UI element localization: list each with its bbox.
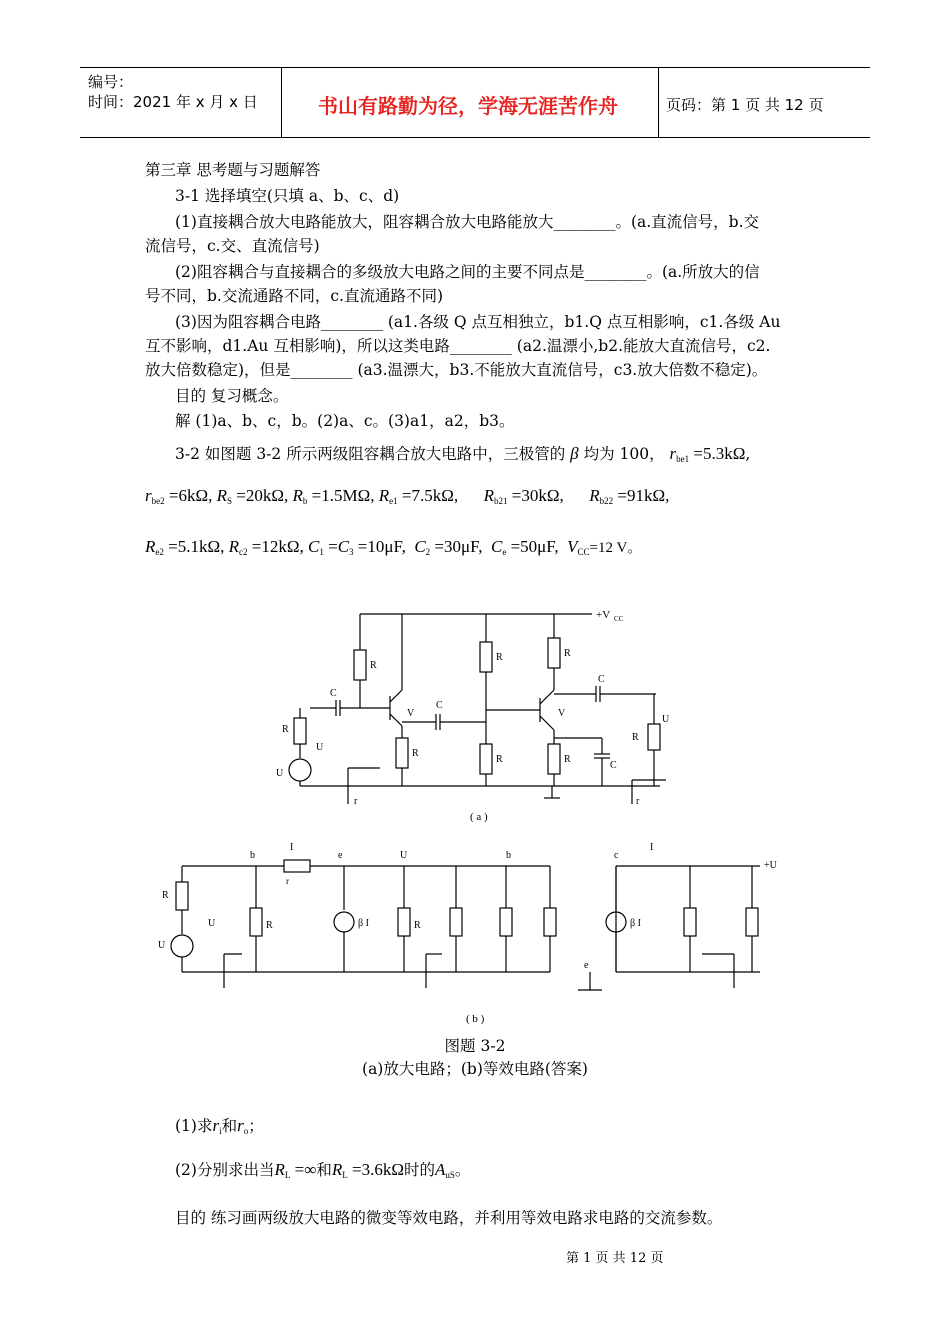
svg-text:C: C bbox=[598, 674, 605, 685]
rbe2-value: =6kΩ bbox=[168, 486, 209, 505]
svg-text:r: r bbox=[354, 796, 358, 807]
svg-text:R: R bbox=[496, 754, 503, 765]
svg-text:β I: β I bbox=[630, 918, 641, 929]
svg-text:U: U bbox=[208, 918, 216, 929]
purpose-1: 目的 复习概念。 bbox=[175, 387, 289, 405]
rb21-value: =30kΩ bbox=[511, 486, 560, 505]
svg-text:V: V bbox=[558, 708, 566, 719]
q31-item3-line2: 互不影响，d1.Au 互相影响)，所以这类电路________ (a2.温漂小,b2.能放大直流信号，c2. bbox=[145, 337, 771, 355]
svg-text:e: e bbox=[584, 960, 589, 971]
q31-item1-line1: (1)直接耦合放大电路能放大，阻容耦合放大电路能放大________。(a.直流信号，b.交 bbox=[175, 213, 760, 231]
chapter-title: 第三章 思考题与习题解答 bbox=[145, 161, 321, 179]
svg-text:e: e bbox=[338, 850, 343, 861]
svg-text:r: r bbox=[286, 876, 289, 886]
header-motto: 书山有路勤为径，学海无涯苦作舟 bbox=[318, 94, 618, 118]
svg-text:R: R bbox=[496, 652, 503, 663]
q31-item3-line3: 放大倍数稳定)，但是________ (a3.温漂大，b3.不能放大直流信号，c3.放大倍数不稳定)。 bbox=[145, 361, 768, 379]
svg-text:+U: +U bbox=[764, 860, 777, 871]
svg-text:c: c bbox=[614, 850, 619, 861]
q32-text2: 均为 100， bbox=[583, 445, 665, 463]
answer-1: 解 (1)a、b、c，b。(2)a、c。(3)a1，a2，b3。 bbox=[175, 412, 515, 430]
header-page: 页码：第 1 页 共 12 页 bbox=[666, 96, 824, 114]
rb22-value: =91kΩ bbox=[617, 486, 666, 505]
svg-text:I: I bbox=[650, 842, 654, 853]
question-3-2: 3-2 如图题 3-2 所示两级阻容耦合放大电路中，三极管的 β 均为 100， $r_{be1} =5.3k\Omega$, bbox=[175, 444, 751, 464]
svg-text:U: U bbox=[276, 768, 284, 779]
header-divider bbox=[281, 68, 282, 137]
q31-item2-line2: 号不同，b.交流通路不同，c.直流通路不同) bbox=[145, 287, 444, 305]
header-number: 编号： bbox=[88, 73, 134, 91]
svg-text:U: U bbox=[158, 940, 166, 951]
beta-symbol: β bbox=[570, 444, 579, 463]
svg-text:V: V bbox=[407, 708, 415, 719]
re2-value: =5.1kΩ bbox=[168, 537, 221, 556]
q31-item2-line1: (2)阻容耦合与直接耦合的多级放大电路之间的主要不同点是________。(a.所放大的信 bbox=[175, 263, 760, 281]
rc2-value: =12kΩ bbox=[251, 537, 300, 556]
c2-value: =30μF bbox=[434, 537, 479, 556]
page-footer: 第 1 页 共 12 页 bbox=[566, 1251, 664, 1266]
rs-value: =20kΩ bbox=[236, 486, 284, 505]
svg-text:I: I bbox=[290, 842, 294, 853]
purpose-2: 目的 练习画两级放大电路的微变等效电路，并利用等效电路求电路的交流参数。 bbox=[175, 1209, 723, 1227]
svg-text:C: C bbox=[330, 688, 337, 699]
figure-a-label: ( a ) bbox=[470, 811, 488, 823]
svg-text:b: b bbox=[250, 850, 255, 861]
svg-text:U: U bbox=[662, 714, 670, 725]
figure-caption: (a)放大电路；(b)等效电路(答案) bbox=[362, 1060, 588, 1078]
svg-text:R: R bbox=[564, 648, 571, 659]
svg-text:R: R bbox=[564, 754, 571, 765]
svg-text:b: b bbox=[506, 850, 511, 861]
re1-value: =7.5kΩ bbox=[401, 486, 454, 505]
c1c3-value: =10μF bbox=[357, 537, 402, 556]
rbe1-value: =5.3kΩ bbox=[693, 444, 746, 463]
header-meta bbox=[88, 72, 258, 112]
question-3-1: 3-1 选择填空(只填 a、b、c、d) bbox=[175, 187, 400, 205]
parameters-line2: $R_{e2} =5.1k\Omega$, $R_{c2} =12k\Omega$, $C_1 =C_3 =10\mu F$, $C_2 =30\mu F$, $C_e =50\mu F$, $V_{CC}=12$ V。 bbox=[145, 537, 643, 557]
q32-text: 3-2 如图题 3-2 所示两级阻容耦合放大电路中，三极管的 bbox=[175, 445, 566, 463]
svg-text:R: R bbox=[632, 732, 639, 743]
svg-text:R: R bbox=[162, 890, 169, 901]
header-divider bbox=[658, 68, 659, 137]
svg-text:R: R bbox=[282, 724, 289, 735]
ce-value: =50μF bbox=[510, 537, 555, 556]
parameters-line1: $r_{be2} =6k\Omega$, $R_S =20k\Omega$, $R_b =1.5M\Omega$, $R_{e1} =7.5k\Omega$, $R_{b21} =30k\Omega$, $R_{b22} =91k\Omega$, bbox=[145, 486, 670, 506]
rb-value: =1.5MΩ bbox=[311, 486, 371, 505]
svg-text:r: r bbox=[636, 796, 640, 807]
svg-text:U: U bbox=[400, 850, 408, 861]
figure-title: 图题 3-2 bbox=[444, 1037, 506, 1055]
header-time: 时间：2021 年 x 月 x 日 bbox=[88, 93, 258, 111]
svg-text:R: R bbox=[412, 748, 419, 759]
svg-text:CC: CC bbox=[614, 615, 624, 623]
svg-text:β I: β I bbox=[358, 918, 369, 929]
equivalent-circuit-b bbox=[150, 838, 810, 1024]
svg-text:R: R bbox=[370, 660, 377, 671]
vcc-value: =12 V。 bbox=[589, 540, 643, 556]
svg-text:C: C bbox=[436, 700, 443, 711]
figure-b-label: ( b ) bbox=[466, 1013, 485, 1024]
q31-item3-line1: (3)因为阻容耦合电路________ (a1.各级 Q 点互相独立，b1.Q 点互相影响，c1.各级 Au bbox=[175, 313, 781, 331]
task-2: (2)分别求出当$R_L$ =∞和$R_L =3.6k\Omega$时的$A_{uS}$。 bbox=[175, 1160, 471, 1180]
svg-text:+V: +V bbox=[596, 609, 611, 621]
svg-text:R: R bbox=[266, 920, 273, 931]
svg-text:U: U bbox=[316, 742, 324, 753]
circuit-diagram-a bbox=[270, 598, 690, 826]
svg-text:C: C bbox=[610, 760, 617, 771]
q31-item1-line2: 流信号，c.交、直流信号) bbox=[145, 237, 320, 255]
svg-text:R: R bbox=[414, 920, 421, 931]
page-header bbox=[80, 67, 870, 138]
task-1: (1)求$r_i$和$r_o$； bbox=[175, 1116, 264, 1136]
